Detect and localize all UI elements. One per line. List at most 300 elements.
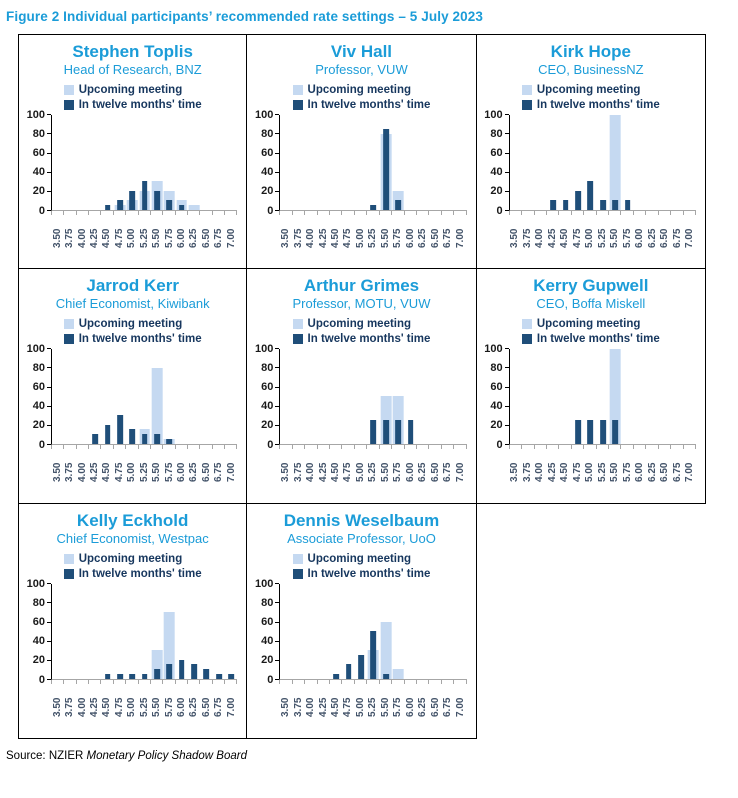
x-axis-label-text: 6.25 xyxy=(646,228,658,248)
x-tick xyxy=(163,680,175,684)
x-axis-label-text: 5.25 xyxy=(596,228,608,248)
y-tick-label: 100 xyxy=(26,577,45,590)
bar-chart xyxy=(481,108,696,248)
x-axis-label-text: 5.00 xyxy=(354,462,366,482)
x-axis-label-text: 4.25 xyxy=(317,697,329,717)
plot-wrap xyxy=(51,115,237,248)
x-axis-label-text: 6.00 xyxy=(634,462,646,482)
y-tick xyxy=(490,185,508,197)
x-tick xyxy=(429,445,441,449)
x-tick xyxy=(225,445,237,449)
x-axis-label xyxy=(367,450,379,482)
legend-row-twelve xyxy=(293,567,431,582)
x-axis-label-text: 6.75 xyxy=(442,462,454,482)
x-axis-ticks xyxy=(51,680,237,684)
bar-slot xyxy=(280,115,292,210)
x-axis-ticks xyxy=(51,211,237,215)
bar-slot xyxy=(114,349,126,444)
x-axis-label xyxy=(634,450,646,482)
legend-label-twelve: In twelve months' time xyxy=(78,568,202,581)
y-tick-mark xyxy=(275,444,279,445)
x-tick xyxy=(442,445,454,449)
bar-slot xyxy=(114,584,126,679)
x-axis-labels xyxy=(509,450,696,482)
x-axis-label-text: 5.75 xyxy=(621,462,633,482)
legend-row-upcoming xyxy=(522,83,660,98)
x-tick xyxy=(671,445,683,449)
y-tick xyxy=(261,597,279,609)
y-tick-mark xyxy=(275,406,279,407)
bar-slot xyxy=(225,349,237,444)
chart-panel xyxy=(247,34,476,269)
x-axis-label-text: 4.50 xyxy=(101,697,113,717)
y-tick-mark xyxy=(47,679,51,680)
bar-twelve-months xyxy=(563,200,569,210)
bar-slot xyxy=(597,115,609,210)
twelve-swatch-icon xyxy=(64,100,74,110)
x-axis-label-text: 5.75 xyxy=(621,228,633,248)
bar-twelve-months xyxy=(142,674,148,679)
x-axis-label xyxy=(634,216,646,248)
bar-slot xyxy=(510,349,522,444)
x-axis-label-text: 5.00 xyxy=(354,228,366,248)
bar-slot xyxy=(330,349,342,444)
x-tick xyxy=(646,445,658,449)
x-tick xyxy=(77,445,89,449)
x-tick xyxy=(163,211,175,215)
x-axis-labels xyxy=(51,216,237,248)
x-axis-label xyxy=(404,216,416,248)
x-axis-label-text: 5.00 xyxy=(126,228,138,248)
x-tick xyxy=(114,680,126,684)
x-axis-label-text: 4.00 xyxy=(76,462,88,482)
x-tick xyxy=(139,445,151,449)
y-tick xyxy=(33,654,51,666)
twelve-swatch-icon xyxy=(522,100,532,110)
bar-slot xyxy=(64,115,76,210)
x-axis-label xyxy=(329,216,341,248)
x-axis-label xyxy=(113,685,125,717)
y-tick-mark xyxy=(47,660,51,661)
x-axis-label xyxy=(354,450,366,482)
bar-slot xyxy=(342,115,354,210)
y-tick-mark xyxy=(275,133,279,134)
x-axis-ticks xyxy=(279,211,466,215)
participant-role: Professor, VUW xyxy=(315,62,408,78)
x-tick xyxy=(454,445,466,449)
bar-twelve-months xyxy=(105,425,111,444)
x-tick xyxy=(380,445,392,449)
y-tick-label: 100 xyxy=(484,108,503,121)
x-tick xyxy=(671,211,683,215)
x-axis-label xyxy=(417,685,429,717)
y-tick-mark xyxy=(275,153,279,154)
x-axis-label-text: 4.25 xyxy=(88,697,100,717)
legend-row-twelve xyxy=(64,567,202,582)
x-tick xyxy=(634,445,646,449)
bar-slot xyxy=(547,349,559,444)
x-tick xyxy=(200,680,212,684)
bar-slot xyxy=(139,115,151,210)
x-axis-label-text: 4.50 xyxy=(330,697,341,717)
bar-twelve-months xyxy=(383,674,389,679)
x-axis-label xyxy=(571,216,583,248)
y-tick xyxy=(261,128,279,140)
bar-twelve-months xyxy=(575,191,581,210)
bar-slot xyxy=(293,115,305,210)
x-tick xyxy=(392,445,404,449)
bar-twelve-months xyxy=(117,200,123,210)
y-tick-label: 80 xyxy=(490,361,503,374)
x-axis-label-text: 4.50 xyxy=(330,462,341,482)
bar-twelve-months xyxy=(142,434,148,444)
y-tick-label: 60 xyxy=(32,616,45,629)
x-axis-label xyxy=(51,685,63,717)
y-tick-mark xyxy=(47,153,51,154)
x-axis-label xyxy=(596,450,608,482)
x-tick xyxy=(330,680,342,684)
x-axis-label xyxy=(367,685,379,717)
bar-slot xyxy=(535,349,547,444)
y-tick-mark xyxy=(505,153,509,154)
x-axis-label xyxy=(509,450,521,482)
x-tick xyxy=(52,680,64,684)
x-axis-label-text: 3.50 xyxy=(280,697,292,717)
bar-twelve-months xyxy=(129,191,135,210)
participant-name: Dennis Weselbaum xyxy=(283,511,440,530)
bar-twelve-months xyxy=(346,664,352,678)
x-axis-label xyxy=(225,216,237,248)
y-tick-mark xyxy=(505,210,509,211)
y-tick xyxy=(490,166,508,178)
legend-label-twelve: In twelve months' time xyxy=(307,568,431,581)
x-tick xyxy=(52,445,64,449)
bar-slot xyxy=(101,115,113,210)
bar-chart xyxy=(23,342,237,482)
y-tick-label: 0 xyxy=(496,204,503,217)
bar-twelve-months xyxy=(371,631,377,679)
x-tick xyxy=(417,445,429,449)
x-axis-label xyxy=(559,216,571,248)
bar-slot xyxy=(305,584,317,679)
y-tick-mark xyxy=(47,425,51,426)
x-tick xyxy=(522,211,534,215)
x-axis-label-text: 3.75 xyxy=(521,462,533,482)
x-axis-label-text: 5.50 xyxy=(151,697,163,717)
bar-chart xyxy=(23,108,237,248)
legend-label-twelve: In twelve months' time xyxy=(78,333,202,346)
x-axis-label-text: 5.75 xyxy=(392,228,404,248)
x-axis-label xyxy=(329,685,341,717)
legend-row-upcoming xyxy=(64,83,202,98)
y-tick xyxy=(497,205,509,217)
legend-row-upcoming xyxy=(293,552,431,567)
x-axis-label-text: 6.00 xyxy=(175,697,187,717)
x-tick xyxy=(609,211,621,215)
x-tick xyxy=(454,211,466,215)
x-tick xyxy=(355,445,367,449)
x-axis-label-text: 4.25 xyxy=(546,228,558,248)
x-axis-label-text: 4.75 xyxy=(342,697,354,717)
bar-slot xyxy=(188,584,200,679)
x-axis-label xyxy=(101,450,113,482)
legend-label-twelve: In twelve months' time xyxy=(78,99,202,112)
bar-slot xyxy=(89,115,101,210)
x-tick xyxy=(139,680,151,684)
x-tick xyxy=(280,680,292,684)
x-axis-labels xyxy=(279,450,466,482)
x-axis-label-text: 4.25 xyxy=(546,462,558,482)
bar-upcoming-meeting xyxy=(152,368,163,444)
x-axis-label-text: 5.00 xyxy=(354,697,366,717)
x-axis-label xyxy=(304,685,316,717)
x-axis-label-text: 6.00 xyxy=(404,228,416,248)
y-tick-label: 60 xyxy=(32,147,45,160)
bar-slot xyxy=(77,115,89,210)
twelve-swatch-icon xyxy=(64,569,74,579)
participant-role: Chief Economist, Kiwibank xyxy=(55,296,210,312)
bar-slot xyxy=(151,349,163,444)
y-tick-mark xyxy=(275,367,279,368)
x-axis-label xyxy=(188,450,200,482)
y-tick-mark xyxy=(505,406,509,407)
y-tick xyxy=(261,185,279,197)
bar-slot xyxy=(535,115,547,210)
y-tick-label: 40 xyxy=(32,400,45,413)
y-tick-label: 0 xyxy=(38,204,45,217)
bar-slot xyxy=(634,349,646,444)
bar-slot xyxy=(163,349,175,444)
x-axis-label xyxy=(621,216,633,248)
y-tick xyxy=(27,109,51,121)
x-tick xyxy=(101,680,113,684)
y-tick-mark xyxy=(47,406,51,407)
x-axis-label xyxy=(546,216,558,248)
x-tick xyxy=(126,211,138,215)
bar-twelve-months xyxy=(105,674,111,679)
x-tick xyxy=(151,211,163,215)
y-tick-label: 20 xyxy=(32,419,45,432)
x-axis-label xyxy=(521,216,533,248)
bar-twelve-months xyxy=(154,434,160,444)
y-tick-label: 80 xyxy=(261,361,274,374)
x-axis-label-text: 5.50 xyxy=(609,228,621,248)
legend-label-twelve: In twelve months' time xyxy=(536,99,660,112)
bar-slot xyxy=(355,584,367,679)
bar-twelve-months xyxy=(383,129,389,210)
x-axis-label-text: 5.50 xyxy=(151,462,163,482)
x-axis-label xyxy=(279,685,291,717)
x-axis-label-text: 3.50 xyxy=(51,697,63,717)
x-tick xyxy=(417,680,429,684)
x-axis-label xyxy=(417,450,429,482)
x-axis-label-text: 6.50 xyxy=(200,228,212,248)
x-tick xyxy=(634,211,646,215)
x-axis-label xyxy=(442,685,454,717)
x-tick xyxy=(342,680,354,684)
x-tick xyxy=(77,680,89,684)
x-axis-label-text: 7.00 xyxy=(225,462,237,482)
y-tick xyxy=(484,109,508,121)
x-tick xyxy=(405,445,417,449)
x-axis-label xyxy=(212,685,224,717)
x-axis-label xyxy=(212,450,224,482)
x-tick xyxy=(597,445,609,449)
bar-slot xyxy=(77,584,89,679)
y-tick-mark xyxy=(47,133,51,134)
x-axis-label xyxy=(126,685,138,717)
y-tick xyxy=(39,674,51,686)
x-tick xyxy=(213,445,225,449)
x-tick xyxy=(89,680,101,684)
y-tick-mark xyxy=(47,172,51,173)
participant-name: Kelly Eckhold xyxy=(76,511,189,530)
x-tick xyxy=(213,211,225,215)
x-tick xyxy=(559,445,571,449)
plot-area xyxy=(51,115,237,211)
bar-slot xyxy=(280,584,292,679)
y-tick xyxy=(33,381,51,393)
x-axis-label-text: 6.75 xyxy=(213,462,225,482)
y-tick-mark xyxy=(275,622,279,623)
x-tick xyxy=(429,211,441,215)
x-axis-label-text: 3.50 xyxy=(280,228,292,248)
x-axis-label xyxy=(138,216,150,248)
bar-twelve-months xyxy=(117,415,123,444)
bar-slot xyxy=(522,115,534,210)
y-tick-mark xyxy=(505,425,509,426)
x-axis-label xyxy=(342,685,354,717)
y-tick xyxy=(267,674,279,686)
x-axis-label xyxy=(175,685,187,717)
x-axis-label xyxy=(150,216,162,248)
x-axis-label-text: 6.75 xyxy=(671,228,683,248)
plot-area xyxy=(51,584,237,680)
x-axis-label-text: 4.50 xyxy=(101,462,113,482)
y-tick xyxy=(490,128,508,140)
x-tick xyxy=(293,680,305,684)
x-axis-label-text: 4.25 xyxy=(317,462,329,482)
x-tick xyxy=(684,445,696,449)
plot-area xyxy=(51,349,237,445)
x-axis-label-text: 3.50 xyxy=(509,228,521,248)
bar-twelve-months xyxy=(600,420,606,444)
legend-row-upcoming xyxy=(293,317,431,332)
x-axis-label-text: 4.00 xyxy=(534,228,546,248)
empty-cell xyxy=(477,504,706,739)
y-tick-label: 0 xyxy=(38,438,45,451)
y-tick-label: 20 xyxy=(490,419,503,432)
y-tick-label: 40 xyxy=(32,166,45,179)
bar-slot xyxy=(522,349,534,444)
x-axis-label-text: 4.75 xyxy=(571,228,583,248)
x-axis-label-text: 5.00 xyxy=(126,697,138,717)
x-tick xyxy=(176,445,188,449)
bar-slot xyxy=(305,115,317,210)
bar-slot xyxy=(442,115,454,210)
twelve-swatch-icon xyxy=(522,334,532,344)
x-axis-labels xyxy=(509,216,696,248)
x-axis-label xyxy=(188,685,200,717)
y-tick-mark xyxy=(47,348,51,349)
bar-chart xyxy=(251,577,466,717)
x-axis-label xyxy=(454,685,466,717)
y-tick-label: 100 xyxy=(254,342,274,355)
x-axis-label xyxy=(101,685,113,717)
y-tick-label: 60 xyxy=(490,381,503,394)
y-axis xyxy=(23,342,51,451)
y-tick xyxy=(39,439,51,451)
y-tick xyxy=(255,109,279,121)
x-axis-label-text: 5.25 xyxy=(138,228,150,248)
y-axis xyxy=(23,577,51,686)
y-tick xyxy=(261,166,279,178)
bar-slot xyxy=(380,584,392,679)
x-axis-label-text: 3.75 xyxy=(292,697,304,717)
x-axis-label xyxy=(546,450,558,482)
x-tick xyxy=(522,445,534,449)
y-tick-mark xyxy=(47,210,51,211)
x-axis-label xyxy=(442,450,454,482)
bar-slot xyxy=(293,349,305,444)
bar-slot xyxy=(163,115,175,210)
x-axis-label xyxy=(658,216,670,248)
participant-name: Kirk Hope xyxy=(550,42,631,61)
x-axis-label xyxy=(200,450,212,482)
bar-slot xyxy=(442,584,454,679)
x-tick xyxy=(64,680,76,684)
x-axis-label xyxy=(646,216,658,248)
x-axis-label xyxy=(88,685,100,717)
y-tick-label: 40 xyxy=(261,166,274,179)
plot-wrap xyxy=(279,115,466,248)
bar-slot xyxy=(584,115,596,210)
bar-slot xyxy=(188,349,200,444)
x-tick xyxy=(114,445,126,449)
x-axis-label-text: 6.25 xyxy=(188,697,200,717)
x-axis-label-text: 6.50 xyxy=(659,228,671,248)
upcoming-swatch-icon xyxy=(293,319,303,329)
x-tick xyxy=(510,211,522,215)
bar-slot xyxy=(380,115,392,210)
bar-slot xyxy=(126,115,138,210)
legend-label-upcoming: Upcoming meeting xyxy=(78,553,183,566)
x-axis-label xyxy=(51,450,63,482)
y-tick-label: 0 xyxy=(267,204,274,217)
bar-twelve-months xyxy=(612,420,618,444)
x-tick xyxy=(405,211,417,215)
x-axis-label-text: 5.50 xyxy=(151,228,163,248)
bar-twelve-months xyxy=(92,434,98,444)
x-axis-label xyxy=(150,450,162,482)
y-tick xyxy=(27,343,51,355)
bar-slot xyxy=(417,115,429,210)
x-tick xyxy=(572,211,584,215)
x-axis-label-text: 5.00 xyxy=(584,462,596,482)
legend-row-upcoming xyxy=(293,83,431,98)
legend-row-upcoming xyxy=(64,552,202,567)
x-axis-label-text: 4.50 xyxy=(559,462,571,482)
x-axis-label xyxy=(101,216,113,248)
x-axis-label xyxy=(609,216,621,248)
bar-slot xyxy=(318,584,330,679)
x-tick xyxy=(584,211,596,215)
bar-slot xyxy=(355,349,367,444)
x-axis-label-text: 3.50 xyxy=(280,462,292,482)
x-axis-label-text: 6.25 xyxy=(188,462,200,482)
x-axis-label xyxy=(621,450,633,482)
legend-label-upcoming: Upcoming meeting xyxy=(78,318,183,331)
